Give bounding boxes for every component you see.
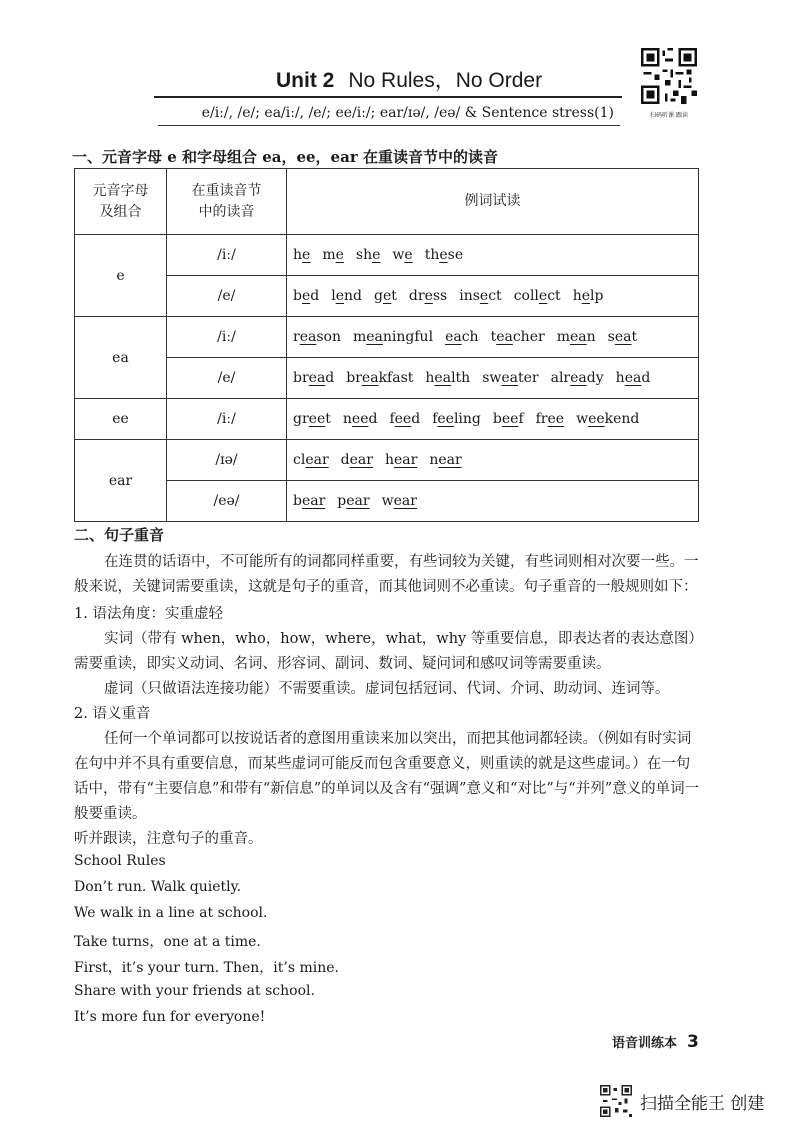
table-row xyxy=(75,317,699,358)
col-header-letter: 元音字母 及组合 xyxy=(75,169,167,235)
example-word: he xyxy=(293,247,311,263)
pronunciation-table xyxy=(74,168,699,522)
letter-cell: ee xyxy=(75,399,167,440)
col-header-examples: 例词试读 xyxy=(287,169,699,235)
rule1-paragraph: 实词（带有 when，who，how，where，what，why 等重要信息，即表达者的表达意图）需要重读，即实义动词、名词、形容词、副词、数词、疑问词和感叹词等需要重读。 xyxy=(74,631,696,672)
example-word: breakfast xyxy=(346,370,414,386)
table-header-row xyxy=(75,169,699,235)
sentence: Share with your friends at school. xyxy=(74,983,315,999)
book-name: 语音训练本 xyxy=(612,1036,678,1051)
example-word: feeling xyxy=(432,411,481,427)
example-word: reason xyxy=(293,329,341,345)
rule2-paragraph: 任何一个单词都可以按说话者的意图用重读来加以突出，而把其他词都轻读。（例如有时实词在句中并不具有重要信息，而某些虚词可能反而包含重要意义，则重读的就是这些虚词。）在一句话中，带有“主要信息”和带有“新信息”的单词以及含有“强调”意义和“对比”与“并列”意义的单词一般要重读。 xyxy=(74,731,700,822)
table-row xyxy=(75,440,699,481)
example-word: dear xyxy=(340,452,373,468)
letter-cell: e xyxy=(75,235,167,317)
col-header-sound: 在重读音节 中的读音 xyxy=(167,169,287,235)
example-word: insect xyxy=(459,288,502,304)
example-word: me xyxy=(322,247,344,263)
example-words-cell xyxy=(287,276,699,317)
table-row xyxy=(75,358,699,399)
example-word: weekend xyxy=(576,411,640,427)
sound-cell: /iː/ xyxy=(167,317,287,358)
example-word: lend xyxy=(331,288,362,304)
example-words-cell xyxy=(287,358,699,399)
table-row xyxy=(75,481,699,522)
example-word: bread xyxy=(293,370,335,386)
sentence: First，it’s your turn. Then，it’s mine. xyxy=(74,960,339,976)
table-row xyxy=(75,276,699,317)
phonics-subtitle: e/iː/, /e/; ea/iː/, /e/; ee/iː/; ear/ɪə/, /eə/ & Sentence stress(1) xyxy=(158,102,620,126)
example-word: each xyxy=(445,329,479,345)
example-word: these xyxy=(424,247,464,263)
page-number: 3 xyxy=(687,1032,699,1052)
sentence: We walk in a line at school. xyxy=(74,905,268,921)
rule2-title: 2. 语义重音 xyxy=(74,706,151,722)
sound-cell: /e/ xyxy=(167,358,287,399)
example-word: clear xyxy=(293,452,329,468)
example-word: meaningful xyxy=(352,329,434,345)
rule1-paragraph-2: 虚词（只做语法连接功能）不需要重读。虚词包括冠词、代词、介词、助动词、连词等。 xyxy=(104,681,670,697)
rule1-title: 1. 语法角度：实重虚轻 xyxy=(74,606,223,622)
sound-cell: /iː/ xyxy=(167,235,287,276)
letter-cell: ea xyxy=(75,317,167,399)
table-row xyxy=(75,235,699,276)
example-word: she xyxy=(355,247,381,263)
scanner-watermark xyxy=(600,1084,764,1118)
unit-name: No Rules，No Order xyxy=(348,69,543,92)
example-word: we xyxy=(392,247,413,263)
example-words-cell xyxy=(287,317,699,358)
listen-instruction: 听并跟读，注意句子的重音。 xyxy=(74,831,263,847)
letter-cell: ear xyxy=(75,440,167,522)
example-word: sweater xyxy=(482,370,539,386)
example-word: bed xyxy=(293,288,320,304)
example-word: seat xyxy=(607,329,638,345)
example-word: need xyxy=(342,411,378,427)
example-words-cell xyxy=(287,399,699,440)
sound-cell: /eə/ xyxy=(167,481,287,522)
intro-paragraph: 在连贯的话语中，不可能所有的词都同样重要，有些词较为关键，有些词则相对次要一些。一般来说，关键词需要重读，这就是句子的重音，而其他词则不必重读。句子重音的一般规则如下： xyxy=(74,554,699,595)
section2-heading: 二、句子重音 xyxy=(74,526,165,544)
sound-cell: /e/ xyxy=(167,276,287,317)
example-word: near xyxy=(429,452,462,468)
sentence: Take turns，one at a time. xyxy=(74,934,261,950)
watermark-text: 扫描全能王 创建 xyxy=(640,1093,765,1114)
example-word: beef xyxy=(492,411,524,427)
section1-heading: 一、元音字母 e 和字母组合 ea，ee，ear 在重读音节中的读音 xyxy=(72,148,498,166)
example-word: wear xyxy=(381,493,417,509)
example-word: head xyxy=(615,370,651,386)
qr-code-icon xyxy=(600,1085,632,1117)
sentence-title: School Rules xyxy=(74,853,166,869)
example-word: already xyxy=(550,370,604,386)
example-word: dress xyxy=(408,288,448,304)
example-word: feed xyxy=(389,411,421,427)
example-words-cell xyxy=(287,440,699,481)
unit-title xyxy=(276,64,542,94)
qr-code-icon[interactable] xyxy=(641,48,697,104)
example-word: pear xyxy=(337,493,370,509)
example-word: health xyxy=(425,370,471,386)
unit-number: Unit 2 xyxy=(276,69,335,92)
sentence: It’s more fun for everyone! xyxy=(74,1009,266,1025)
table-row xyxy=(75,399,699,440)
example-word: hear xyxy=(384,452,418,468)
example-word: collect xyxy=(513,288,561,304)
sentence: Don’t run. Walk quietly. xyxy=(74,879,242,895)
example-word: help xyxy=(572,288,604,304)
example-word: teacher xyxy=(490,329,545,345)
table-body xyxy=(75,235,699,522)
header-divider xyxy=(154,96,622,98)
example-word: greet xyxy=(293,411,331,427)
sound-cell: /iː/ xyxy=(167,399,287,440)
sound-cell: /ɪə/ xyxy=(167,440,287,481)
example-words-cell xyxy=(287,481,699,522)
page-footer xyxy=(612,1032,699,1052)
example-words-cell xyxy=(287,235,699,276)
example-word: free xyxy=(535,411,565,427)
example-word: get xyxy=(374,288,397,304)
example-word: mean xyxy=(556,329,596,345)
qr-caption: 扫码听课 跟读 xyxy=(650,112,688,119)
example-word: bear xyxy=(293,493,326,509)
